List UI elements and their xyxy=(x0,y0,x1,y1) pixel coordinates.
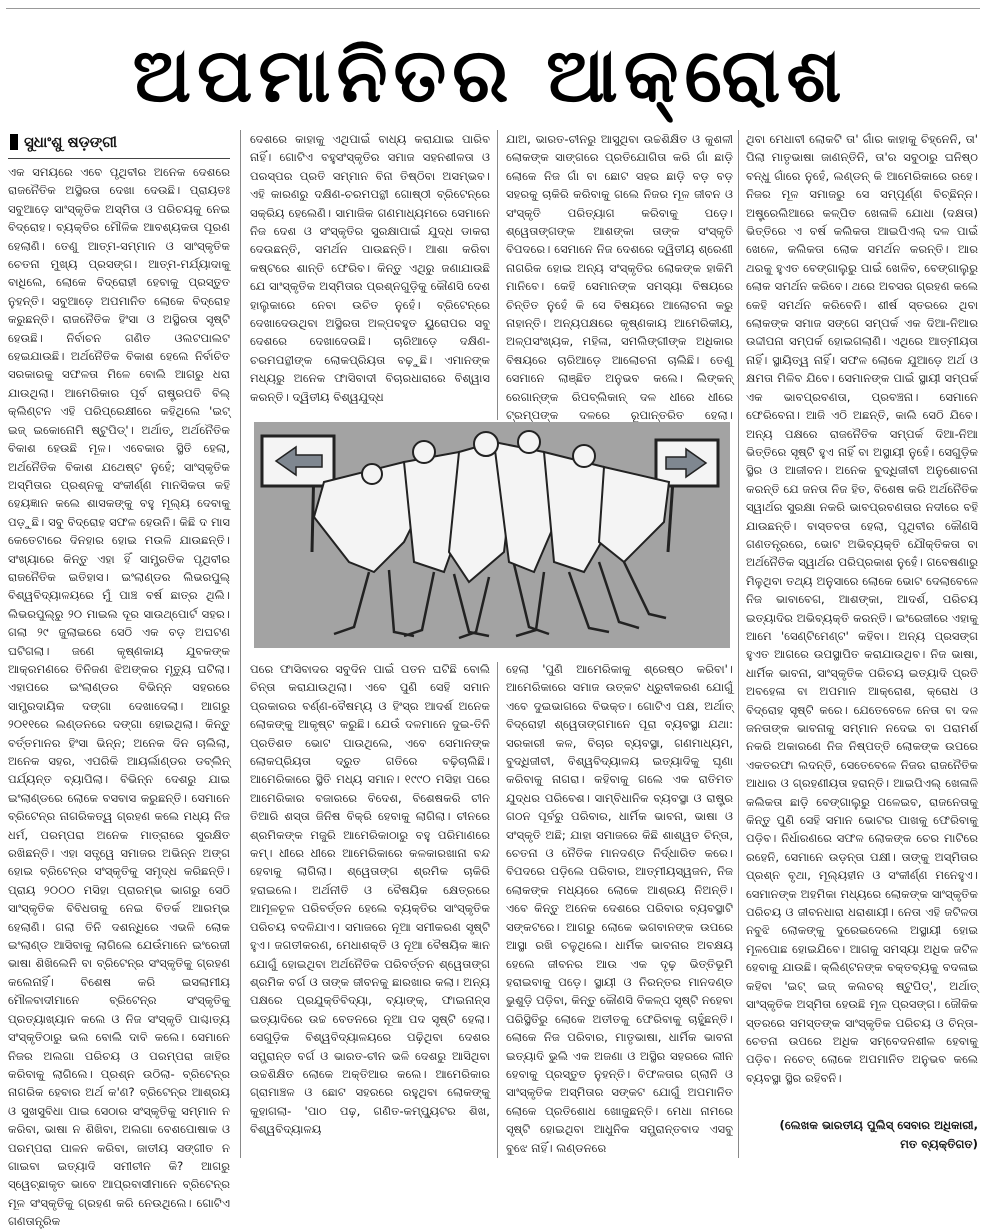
column-text: ଏକ ସମୟରେ ଏବେ ପୃଥିବୀର ଅନେକ ଦେଶରେ ରାଜନୈତିକ ଅସ୍ଥିରତା ଦେଖା ଦେଉଛି। ପ୍ରାୟତଃ ସବୁଆଡ଼େ ସାଂସ୍କୃତିକ ଅସ୍ମିତା ଓ ପରିଚୟକୁ ନେଇ ବିଦ୍ରୋହ। ବ୍ୟକ୍ତିର ମୌଳିକ ଆବଶ୍ୟକତା ପୂରଣ ହେଲାଣି। ତେଣୁ ଆତ୍ମ-ସମ୍ମାନ ଓ ସାଂସ୍କୃତିକ ଚେତନା ମୁଖ୍ୟ ପ୍ରସଙ୍ଗ। ଆତ୍ମ-ମର୍ଯ୍ୟାଦାକୁ ବାଧିଲେ, ଲୋକେ ବିଦ୍ରୋହୀ ହେବାକୁ ପ୍ରସ୍ତୁତ ନୁହନ୍ତି। ସବୁଆଡ଼େ ଅପମାନିତ ଲୋକେ ବିଦ୍ରୋହ କରୁଛନ୍ତି। ରାଜନୈତିକ ହିଂସା ଓ ଅସ୍ଥିରତା ସୃଷ୍ଟି ହେଉଛି। ନିର୍ବାଚନ ଗଣିତ ଓଲଟପାଲଟ ହେଇଯାଉଛି। ଅର୍ଥନୈତିକ ବିକାଶ ହେଲେ ନିର୍ବାଚିତ ସରକାରକୁ ସଫଳତା ମିଳେ ବୋଲି ଆଗରୁ ଧରା ଯାଉଥିଲା। ଆମେରିକାର ପୂର୍ବ ରାଷ୍ଟ୍ରପତି ବିଲ୍ କ୍ଲିଣ୍ଟନ ଏହି ପରିପ୍ରେକ୍ଷୀରେ କହିଥିଲେ 'ଇଟ୍ ଇଜ୍ ଇକୋନୋମି ଷ୍ଟୁପିଡ୍'। ଅର୍ଥାତ୍, ଅର୍ଥନୈତିକ ବିକାଶ ହେଉଛି ମୂଳ। ଏବେକାର ସ୍ଥିତି ହେଲା, ଅର୍ଥନୈତିକ ବିକାଶ ଯଥେଷ୍ଟ ନୁହେଁ; ସାଂସ୍କୃତିକ ଅସ୍ମିତାର ପ୍ରଶ୍ନକୁ ସଂକୀର୍ଣ୍ଣ ମାନସିକତା କହି ହେୟଜ୍ଞାନ କଲେ ଶାସକଙ୍କୁ ବହୁ ମୂଲ୍ୟ ଦେବାକୁ ପଡ଼ୁଛି। ସବୁ ବିଦ୍ରୋହ ସଫଳ ହେଉନି। କିଛି ଦ ମାସ କେତେଟାରେ ଦିନହାର ହୋଇ ମଉଳି ଯାଉଛନ୍ତି। ସଂଖ୍ୟାରେ କିନ୍ତୁ ଏହା ହିଁ ସାମ୍ପ୍ରତିକ ପୃଥିବୀର ରାଜନୈତିକ ଇତିହାସ। ଇଂଲାଣ୍ଡର ଲିଭରପୁଲ୍ ବିଶ୍ୱବିଦ୍ୟାଳୟରେ ମୁଁ ପାଞ୍ଚ ବର୍ଷ ଛାତ୍ର ଥିଲି। ଲିଭରପୁଲ୍‌ରୁ ୨୦ ମାଇଲ ଦୂର ସାଉଥ୍‌ପୋର୍ଟ ସହର। ଗଲା ୨୯ ଜୁଲାଇରେ ସେଠି ଏକ ବଡ଼ ଅଘଟଣ ଘଟିଗଲା। ଜଣେ କୃଷ୍ଣକାୟ ଯୁବକଙ୍କ ଆକ୍ରମଣରେ ତିନିଜଣ ଝିଅଙ୍କର ମୃତ୍ୟୁ ଘଟିଲା। ଏହାପରେ ଇଂଲାଣ୍ଡର ବିଭିନ୍ନ ସହରରେ ସାମ୍ପ୍ରଦାୟିକ ଦଙ୍ଗା ଦେଖାଦେଲା। ଆଗରୁ ୨୦୧୧ରେ ଲଣ୍ଡନରେ ଦଙ୍ଗା ହୋଇଥିଲା। କିନ୍ତୁ ବର୍ତ୍ତମାନର ହିଂସା ଭିନ୍ନ; ଅନେକ ଦିନ ଚାଲିଲା, ଅନେକ ସହର, ଏପରିକି ଆୟର୍ଲାଣ୍ଡର ଡବ୍ଲିନ୍ ପର୍ଯ୍ୟନ୍ତ ବ୍ୟାପିଲା। ବିଭିନ୍ନ ଦେଶରୁ ଯାଇ ଇଂଲାଣ୍ଡରେ ଲୋକେ ବସବାସ କରୁଛନ୍ତି। ସେମାନେ ବ୍ରିଟେନ୍‌ର ନାଗରିକତ୍ୱ ଗ୍ରହଣ କଲେ ମଧ୍ୟ ନିଜ ଧର୍ମ, ପରମ୍ପରା ଅନେକ ମାତ୍ରାରେ ସୁରକ୍ଷିତ ରଖିଛନ୍ତି। ଏହା ସତ୍ତ୍ୱେ ସମାଜର ଅଭିନ୍ନ ଅଙ୍ଗ ହୋଇ ବ୍ରିଟେନ୍‌ର ସଂସ୍କୃତିକୁ ସମୃଦ୍ଧ କରିଛନ୍ତି। ପ୍ରାୟ ୨୦୦୦ ମସିହା ପ୍ରାରମ୍ଭ ଭାଗରୁ ସେଠି ସାଂସ୍କୃତିକ ବିବିଧତାକୁ ନେଇ ବିତର୍କ ଆରମ୍ଭ ହେଲାଣି। ଗଲା ତିନି ଦଶନ୍ଧିରେ ଏଭଳି ଲୋକ ଇଂଲାଣ୍ଡ ଆସିବାକୁ ଲାଗିଲେ ଯେଉଁମାନେ ଇଂରେଜୀ ଭାଷା ଶିଖିଲେନି ବା ବ୍ରିଟେନ୍‌ର ସଂସ୍କୃତିକୁ ଗ୍ରହଣ କଲେନାହିଁ। ବିଶେଷ କରି ଇସଲାମୀୟ ମୌଳବାଦୀମାନେ ବ୍ରିଟେନ୍‌ର ସଂସ୍କୃତିକୁ ପ୍ରତ୍ୟାଖ୍ୟାନ କଲେ ଓ ନିଜ ସଂସ୍କୃତି ପାଶ୍ଚାତ୍ୟ ସଂସ୍କୃତିଠାରୁ ଭଲ ବୋଲି ଦାବି କଲେ। ସେମାନେ ନିଜର ଅଲଗା ପରିଚୟ ଓ ପରମ୍ପରା ଜାହିର କରିବାକୁ ଲାଗିଲେ। ପ୍ରଶ୍ନ ଉଠିଲା- ବ୍ରିଟେନ୍‌ର ନାଗରିକ ହେବାର ଅର୍ଥ କ'ଣ? ବ୍ରିଟେନ୍‌ର ଆଶ୍ରୟ ଓ ସୁଖସୁବିଧା ପାଇ ସେଠାର ସଂସ୍କୃତିକୁ ସମ୍ମାନ ନ କରିବା, ଭାଷା ନ ଶିଖିବା, ଅଲଗା ବେଶପୋଷାକ ଓ ପରମ୍ପରା ପାଳନ କରିବା, ଜାତୀୟ ସଙ୍ଗୀତ ନ ଗାଇବା ଇତ୍ୟାଦି ସମୀଚୀନ କି? ଆଗରୁ ସ୍ୱେଚ୍ଛାକୃତ ଭାବେ ଆପ୍ରବାସୀମାନେ ବ୍ରିଟେନ୍‌ର ମୂଳ ସଂସ୍କୃତିକୁ ଗ୍ରହଣ କରି ନେଉଥିଲେ। ଗୋଟିଏ ଗଣତାନ୍ତ୍ରିକ xyxy=(8,165,230,1229)
author-name: ସୁଧାଂଶୁ ଷଡ଼ଙ୍ଗୀ xyxy=(24,133,117,151)
column-text: ଯାଅ, ଭାରତ-ଚୀନରୁ ଆସୁଥିବା ଉଚ୍ଚଶିକ୍ଷିତ ଓ କୁଶଳୀ ଲୋକଙ୍କ ସାଙ୍ଗରେ ପ୍ରତିଯୋଗିତା କରି ଗାଁ ଛାଡ଼ି ଲୋକେ ନିଜ ଗାଁ ବା ଛୋଟ ସହର ଛାଡ଼ି ବଡ଼ ବଡ଼ ସହରକୁ ଚାକିରି କରିବାକୁ ଗଲେ ନିଜର ମୂଳ ଜୀବନ ଓ ସଂସ୍କୃତି ପରିତ୍ୟାଗ କରିବାକୁ ପଡ଼େ। ଶ୍ୱେତାଙ୍ଗଙ୍କ ଆଶଙ୍କା ତାଙ୍କ ସଂସ୍କୃତି ବିପଦରେ। ସେମାନେ ନିଜ ଦେଶରେ ଦ୍ୱିତୀୟ ଶ୍ରେଣୀ ନାଗରିକ ହୋଇ ଅନ୍ୟ ସଂସ୍କୃତିର ଲୋକଙ୍କ ହାକିମି ମାନିବେ। କେହି ସେମାନଙ୍କ ସମସ୍ୟା ବିଷୟରେ ଚିନ୍ତିତ ନୁହେଁ କି ସେ ବିଷୟରେ ଆଲୋଚନା କରୁ ନାହାନ୍ତି। ଅନ୍ୟପକ୍ଷରେ କୃଷ୍ଣକାୟ ଆମେରିକୀୟ, ଅଳ୍ପସଂଖ୍ୟକ, ମହିଳା, ସମଲିଙ୍ଗୀଙ୍କ ଅଧିକାର ବିଷୟରେ ଚାରିଆଡ଼େ ଆଲୋଚନା ଚାଲିଛି। ତେଣୁ ସେମାନେ ଲାଞ୍ଛିତ ଅନୁଭବ କଲେ। ଲିଙ୍କନ୍ ରେଗାନ୍‌ଙ୍କ ରିପବ୍ଲିକାନ୍ ଦଳ ଧୀରେ ଧୀରେ ଟ୍ରମ୍ପଙ୍କ ଦଳରେ ରୂପାନ୍ତରିତ ହେଲା। xyxy=(506,132,733,423)
crowd-with-arrow-signs-icon xyxy=(254,422,730,648)
credit-line: (ଲେଖକ ଭାରତୀୟ ପୁଲିସ୍ ସେବାର ଅଧିକାରୀ, xyxy=(779,1118,978,1132)
column-divider xyxy=(497,130,498,420)
column-text: ପରେ ଫାସିବାଦର ସବୁଦିନ ପାଇଁ ପତନ ଘଟିଛି ବୋଲି ଚିନ୍ତା କରାଯାଉଥିଲା। ଏବେ ପୁଣି ସେହି ସମାନ ପ୍ରକାରର ବର୍ଣ୍ଣ-ବୈଷମ୍ୟ ଓ ହିଂସ୍ର ଆଦର୍ଶ ଅନେକ ଲୋକଙ୍କୁ ଆକୃଷ୍ଟ କରୁଛି। ଯେଉଁ ଦଳମାନେ ଦୁଇ-ତିନି ପ୍ରତିଶତ ଭୋଟ ପାଉଥିଲେ, ଏବେ ସେମାନଙ୍କ ଲୋକପ୍ରିୟତା ଦ୍ରୁତ ଗତିରେ ବଢ଼ିଚାଲିଛି। ଆମେରିକାରେ ସ୍ଥିତି ମଧ୍ୟ ସମାନ। ୧୯୯୦ ମସିହା ପରେ ଆମେରିକାର ବଜାରରେ ବିଦେଶ, ବିଶେଷକରି ଚୀନ ତିଆରି ଶସ୍ତା ଜିନିଷ ବିକ୍ରି ହେବାକୁ ଲାଗିଲା। ଚୀନରେ ଶ୍ରମିକଙ୍କ ମଜୁରି ଆମେରିକାଠାରୁ ବହୁ ପରିମାଣରେ କମ୍। ଧୀରେ ଧୀରେ ଆମେରିକାରେ କଳକାରଖାନା ବନ୍ଦ ହେବାକୁ ଲାଗିଲା। ଶ୍ୱେତାଙ୍ଗ ଶ୍ରମିକ ଚାକିରି ହରାଇଲେ। ଅର୍ଥନୀତି ଓ ବୈଷୟିକ କ୍ଷେତ୍ରରେ ଆମୂଳଚୂଳ ପରିବର୍ତ୍ତନ ହେଲେ ବ୍ୟକ୍ତିର ସାଂସ୍କୃତିକ ପରିଚୟ ବଦଳିଯାଏ। ସମାଜରେ ନୂଆ ସମୀକରଣ ସୃଷ୍ଟି ହୁଏ। ଜଗତୀକରଣ, ମେଧାଶକ୍ତି ଓ ନୂଆ ବୈଷୟିକ ଜ୍ଞାନ ଯୋଗୁଁ ହୋଇଥିବା ଅର୍ଥନୈତିକ ପରିବର୍ତ୍ତନ ଶ୍ୱେତାଙ୍ଗ ଶ୍ରମିକ ବର୍ଗ ଓ ତାଙ୍କ ଜୀବନକୁ ଛାରଖାର କଲା। ଅନ୍ୟ ପକ୍ଷରେ ପ୍ରଯୁକ୍ତିବିଦ୍ୟା, ବ୍ୟାଙ୍କ୍, ଫାଇନାନ୍ସ ଇତ୍ୟାଦିରେ ଉଚ୍ଚ ବେତନରେ ନୂଆ ପଦ ସୃଷ୍ଟି ହେଲା। ସେଗୁଡ଼ିକ ବିଶ୍ୱବିଦ୍ୟାଳୟରେ ପଢ଼ିଥିବା ଦେଶର ସମ୍ଭ୍ରାନ୍ତ ବର୍ଗ ଓ ଭାରତ-ଚୀନ ଭଳି ଦେଶରୁ ଆସିଥିବା ଉଚ୍ଚଶିକ୍ଷିତ ଲୋକେ ଅକ୍ତିଆର କଲେ। ଆମେରିକାର ଗ୍ରାମାଞ୍ଚଳ ଓ ଛୋଟ ସହରରେ ରହୁଥିବା ଲୋକଙ୍କୁ କୁହାଗଲା- 'ପାଠ ପଢ଼, ଗଣିତ-କମ୍ପ୍ୟୁଟର ଶିଖ, ବିଶ୍ୱବିଦ୍ୟାଳୟ xyxy=(250,662,490,1137)
byline-bar xyxy=(10,134,18,150)
top-rule xyxy=(6,8,980,9)
article-column-1 xyxy=(8,130,230,1229)
article-column-2-bottom xyxy=(250,660,490,1156)
byline-rule xyxy=(8,158,230,159)
column-divider xyxy=(738,130,739,1158)
credit-line: ମତ ବ୍ୟକ୍ତିଗତ) xyxy=(900,1137,978,1151)
byline xyxy=(8,130,230,154)
article-column-4 xyxy=(746,130,978,1110)
column-divider xyxy=(497,662,498,1158)
article-column-3-bottom xyxy=(506,660,733,1156)
column-divider xyxy=(240,130,241,1158)
headline: ଅପମାନିତର ଆକ୍ରୋଶ xyxy=(132,33,848,119)
article-column-3-top xyxy=(506,130,733,423)
column-text: ଦେଶରେ କାହାକୁ ଏଥିପାଇଁ ବାଧ୍ୟ କରାଯାଇ ପାରିବ ନାହିଁ। ଗୋଟିଏ ବହୁସଂସ୍କୃତିର ସମାଜ ସହନଶୀଳତା ଓ ପରସ୍ପର ପ୍ରତି ସମ୍ମାନ ବିନା ତିଷ୍ଠିବା ଅସମ୍ଭବ। ଏହି କାରଣରୁ ଦକ୍ଷିଣ-ଚରମପନ୍ଥୀ ଗୋଷ୍ଠୀ ବ୍ରିଟେନ୍‌ରେ ସକ୍ରିୟ ହେଲେଣି। ସାମାଜିକ ଗଣମାଧ୍ୟମରେ ସେମାନେ ନିଜ ଦେଶ ଓ ସଂସ୍କୃତିର ସୁରକ୍ଷାପାଇଁ ଯୁଦ୍ଧ ଡାକରା ଦେଉଛନ୍ତି, ସମର୍ଥନ ପାଉଛନ୍ତି। ଆଶା କରିବା କଷ୍ଟରେ ଶାନ୍ତି ଫେରିବ। କିନ୍ତୁ ଏଥିରୁ ଜଣାଯାଉଛି ଯେ ସାଂସ୍କୃତିକ ଅସ୍ମିତାର ପ୍ରଶ୍ନଗୁଡ଼ିକୁ କୌଣସି ଦେଶ ହାଲୁକାରେ ନେବା ଉଚିତ ନୁହେଁ। ବ୍ରିଟେନ୍‌ରେ ଦେଖାଦେଉଥିବା ଅସ୍ଥିରତା ଅଳ୍ପବହୁତ ୟୁରୋପର ସବୁ ଦେଶରେ ଦେଖାଦେଉଛି। ଚାରିଆଡ଼େ ଦକ୍ଷିଣ-ଚରମପନ୍ଥୀଙ୍କ ଲୋକପ୍ରିୟତା ବଢ଼ୁଛି। ଏମାନଙ୍କ ମଧ୍ୟରୁ ଅନେକ ଫାସିବାଦୀ ବିଚାରଧାରାରେ ବିଶ୍ୱାସ କରନ୍ତି। ଦ୍ୱିତୀୟ ବିଶ୍ୱଯୁଦ୍ଧ xyxy=(250,132,490,404)
author-credit xyxy=(746,1116,978,1154)
column-text: ଥିବା ମେଧାବୀ ଲୋକଟି ତା' ଗାଁର କାହାକୁ ଚିହ୍ନେନି, ତା' ପିଲା ମାତୃଭାଷା ଜାଣନ୍ତିନି, ତା'ର ସବୁଠାରୁ ଘନିଷ୍ଠ ବନ୍ଧୁ ଗାଁରେ ନୁହେଁ, ଲଣ୍ଡନ୍ କି ଆମେରିକାରେ ରହେ। ନିଜର ମୂଳ ସମାଜରୁ ସେ ସମ୍ପୂର୍ଣ୍ଣ ବିଚ୍ଛିନ୍ନ। ଅଷ୍ଟ୍ରେଲିଆରେ କଳ୍ପିତ ଖେଳାଳି ଯୋଧା (ଦକ୍ଷତା) ଭିତ୍ତିରେ ଏ ବର୍ଷ କଲିକତା ଆଇପିଏଲ୍ ଦଳ ପାଇଁ ଖେଳେ, କଲିକତା ଲୋକ ସମର୍ଥନ କରନ୍ତି। ଆର ଥରକୁ ହୁଏତ ବେଙ୍ଗାଲୁରୁ ପାଇଁ ଖେଳିବ, ବେଙ୍ଗାଲୁରୁ ଲୋକ ସମର୍ଥନ କରିବେ। ଥରେ ଅବସର ଗ୍ରହଣ କଲେ କେହି ସମର୍ଥନ କରିବେନି। ଶୀର୍ଷ ସ୍ତରରେ ଥିବା ଲୋକଙ୍କ ସମାଜ ସଙ୍ଗେ ସମ୍ପର୍କ ଏକ ଦିଆ-ନିଆର ଉଦ୍ଦୀପନା ସମ୍ପର୍କ ହୋଇଗଲାଣି। ଏଥିରେ ଆତ୍ମୀୟତା ନାହିଁ। ସ୍ଥାୟିତ୍ୱ ନାହିଁ। ସଫଳ ଲୋକେ ଯୁଆଡ଼େ ଅର୍ଥ ଓ କ୍ଷମତା ମିଳିବ ଯିବେ। ସେମାନଙ୍କ ପାଇଁ ସ୍ଥାୟୀ ସମ୍ପର୍କ ଏକ ଭାବପ୍ରବଣତା, ପ୍ରବଞ୍ଚନା। ସେମାନେ ଫେରିବେନା। ଆଜି ଏଠି ଅଛନ୍ତି, କାଲି ସେଠି ଯିବେ। ଅନ୍ୟ ପକ୍ଷରେ ରାଜନୈତିକ ସମ୍ପର୍କ ଦିଆ-ନିଆ ଭିତ୍ତିରେ ସୃଷ୍ଟି ହୁଏ ନାହିଁ ବା ଅସ୍ଥାୟୀ ନୁହେଁ। ସେଗୁଡ଼ିକ ସ୍ଥିର ଓ ଆଜୀବନ। ଅନେକ ବୁଦ୍ଧିଜୀବୀ ଅନୁଶୋଚନା କରନ୍ତି ଯେ ଜନତା ନିଜ ହିତ, ବିଶେଷ କରି ଅର୍ଥନୈତିକ ସ୍ୱାର୍ଥର ସୁରକ୍ଷା ନକରି ଭାବପ୍ରବଣତାର ନଦୀରେ ବହି ଯାଉଛନ୍ତି। ବାସ୍ତବତା ହେଲା, ପୃଥିବୀର କୌଣସି ଗଣତନ୍ତ୍ରରେ, ଭୋଟ ଅଭିବ୍ୟକ୍ତି ଯୌକ୍ତିକତା ବା ଅର୍ଥନୈତିକ ସ୍ୱାର୍ଥର ପରିପ୍ରକାଶ ନୁହେଁ। ଗବେଷଣାରୁ ମିଳୁଥିବା ତଥ୍ୟ ଅନୁସାରେ ଲୋକେ ଭୋଟ ଦେଲାବେଳେ ନିଜ ଭାବାବେଗ, ଆଶଙ୍କା, ଆଦର୍ଶ, ପରିଚୟ ଇତ୍ୟାଦିର ଅଭିବ୍ୟକ୍ତି କରନ୍ତି। ଇଂରେଜୀରେ ଏହାକୁ ଆମେ 'ସେଣ୍ଟିମେଣ୍ଟ' କହିବା। ଅନ୍ୟ ପ୍ରସଙ୍ଗ ହୁଏତ ଆଗରେ ଉପସ୍ଥାପିତ କରାଯାଉଥିବ। ନିଜ ଭାଷା, ଧାର୍ମିକ ଭାବନା, ସାଂସ୍କୃତିକ ପରିଚୟ ଇତ୍ୟାଦି ପ୍ରତି ଅବହେଳା ବା ଅପମାନ ଆକ୍ରୋଶ, କ୍ରୋଧ ଓ ବିଦ୍ରୋହ ସୃଷ୍ଟି କରେ। ଯେତେବେଳେ ନେତା ବା ଦଳ ଜନତାଙ୍କ ଭାବନାକୁ ସମ୍ମାନ ନଦେଇ ବା ପରାମର୍ଶ ନକରି ଅକାରଣେ ନିଜ ନିଷ୍ପତ୍ତି ଲୋକଙ୍କ ଉପରେ ଏକତରଫା ଲଦନ୍ତି, ସେତେବେଳେ ନିଜର ରାଜନୈତିକ ଆଧାର ଓ ଗ୍ରହଣୀୟତା ହରାନ୍ତି। ଆଇପିଏଲ୍ ଖେଳାଳି କଲିକତା ଛାଡ଼ି ବେଙ୍ଗାଲୁରୁ ପଳେଇବ, ରାଜନେତାକୁ କିନ୍ତୁ ପୁଣି ସେହି ସମାନ ଭୋଟର ପାଖକୁ ଫେରିବାକୁ ପଡ଼ିବ। ନିର୍ଧାରଣରେ ସଫଳ ଲୋକଙ୍କ ଚେର ମାଟିରେ ରହେନି, ସେମାନେ ଉଡ଼ନ୍ତା ପକ୍ଷୀ। ତାଙ୍କୁ ଅସ୍ମିତାର ପ୍ରଶ୍ନ ବୃଥା, ମୂଲ୍ୟହୀନ ଓ ସଂକୀର୍ଣ୍ଣ ମନେହୁଏ। ସେମାନଙ୍କ ଅହମିକା ମଧ୍ୟରେ ଲୋକଙ୍କ ସାଂସ୍କୃତିକ ପରିଚୟ ଓ ଜୀବନଧାରା ଧରାଶାୟୀ। ନେତା ଏହି ଜଟିଳତା ନବୁଝି ଲୋକଙ୍କୁ ଦୁରେଇଦେଲେ ଅସ୍ଥାୟୀ ହୋଇ ମୂଳପୋଛ ହୋଇଯିବେ। ଆଗକୁ ସମସ୍ୟା ଅଧିକ ଜଟିଳ ହେବାକୁ ଯାଉଛି। କ୍ଲିଣ୍ଟନଙ୍କ ବକ୍ତବ୍ୟକୁ ବଦଳାଇ କହିବା 'ଇଟ୍ ଇଜ୍ କଲଚର୍ ଷ୍ଟୁପିଡ୍', ଅର୍ଥାତ୍ ସାଂସ୍କୃତିକ ଅସ୍ମିତା ହେଉଛି ମୂଳ ପ୍ରସଙ୍ଗ। ଜୌକିକ ସ୍ତରରେ ସମସ୍ତଙ୍କ ସାଂସ୍କୃତିକ ପରିଚୟ ଓ ଚିନ୍ତା-ଚେତନା ଉପରେ ଅଧିକ ସମ୍ବେଦନଶୀଳ ହେବାକୁ ପଡ଼ିବ। ନଚେତ୍ ଲୋକେ ଅପମାନିତ ଅନୁଭବ କଲେ ବ୍ୟବସ୍ଥା ସ୍ଥିର ରହିବନି। xyxy=(746,132,978,1085)
column-text: ହେଲା 'ପୁଣି ଆମେରିକାକୁ ଶ୍ରେଷ୍ଠ କରିବା'। ଆମେରିକାରେ ସମାଜ ଉତ୍କଟ ଧ୍ରୁବୀକରଣ ଯୋଗୁଁ ଏବେ ଦୁଇଭାଗରେ ବିଭକ୍ତ। ଗୋଟିଏ ପକ୍ଷ, ଅର୍ଥାତ୍ ବିଦ୍ରୋହୀ ଶ୍ୱେତାଙ୍ଗମାନେ ପୂରା ବ୍ୟବସ୍ଥା ଯଥା: ସରକାରୀ କଳ, ବିଚାର ବ୍ୟବସ୍ଥା, ଗଣମାଧ୍ୟମ, ବୁଦ୍ଧିଜୀବୀ, ବିଶ୍ୱବିଦ୍ୟାଳୟ ଇତ୍ୟାଦିକୁ ଘୃଣା କରିବାକୁ ନାଗରା। କହିବାକୁ ଗଲେ ଏକ ରାତିମତ ଯୁଦ୍ଧର ପରିବେଶ। ସାମ୍ବିଧାନିକ ବ୍ୟବସ୍ଥା ଓ ରାଷ୍ଟ୍ର ଗଠନ ପୂର୍ବରୁ ପରିବାର, ଧାର୍ମିକ ଭାବନା, ଭାଷା ଓ ସଂସ୍କୃତି ଅଛି; ଯାହା ସମାଜରେ କିଛି ଶାଶ୍ୱତ ଚିନ୍ତା, ଚେତନା ଓ ନୈତିକ ମାନଦଣ୍ଡ ନିର୍ଦ୍ଧାରିତ କରେ। ବିପଦରେ ପଡ଼ିଲେ ପରିବାର, ଆତ୍ମୀୟସ୍ୱଜନ, ନିଜ ଲୋକଙ୍କ ମଧ୍ୟରେ ଲୋକେ ଆଶ୍ରୟ ନିଅନ୍ତି। ଏବେ କିନ୍ତୁ ଅନେକ ଦେଶରେ ପରିବାର ବ୍ୟବସ୍ଥାଟି ସଙ୍କଟରେ। ଆଗରୁ ଲୋକେ ଭଗବାନଙ୍କ ଉପରେ ଆସ୍ଥା ରଖି ଚଳୁଥିଲେ। ଧାର୍ମିକ ଭାବନାର ଅବକ୍ଷୟ ହେଲେ ଜୀବନର ଆଉ ଏକ ଦୃଢ଼ ଭିତ୍ତିଭୂମି ହରାଇବାକୁ ପଡ଼େ। ସ୍ଥାୟୀ ଓ ନିରନ୍ତର ମାନଦଣ୍ଡ ଭୁଶୁଡ଼ି ପଡ଼ିବା, କିନ୍ତୁ କୌଣସି ବିକଳ୍ପ ସୃଷ୍ଟି ନହେବା ପରିସ୍ଥିତିରୁ ଲୋକେ ଅତୀତକୁ ଫେରିବାକୁ ଚାହୁଁଛନ୍ତି। ଲୋକେ ନିଜ ପରିବାର, ମାତୃଭାଷା, ଧାର୍ମିକ ଭାବନା ଇତ୍ୟାଦି ଭୁଲି ଏକ ଅଜଣା ଓ ଅସ୍ଥିର ସହରରେ ଲୀନ ହେବାକୁ ପ୍ରସ୍ତୁତ ନୁହନ୍ତି। ବିଫଳତାର ଗ୍ଲାନି ଓ ସାଂସ୍କୃତିକ ଅସ୍ମିତାର ସଙ୍କଟ ଯୋଗୁଁ ଅପମାନିତ ଲୋକେ ପ୍ରତିଶୋଧ ଖୋଜୁଛନ୍ତି। ମେଧା ନାମରେ ସୃଷ୍ଟି ହୋଇଥିବା ଆଧୁନିକ ସମ୍ଭ୍ରାନ୍ତବାଦ ଏସବୁ ବୁଝେ ନାହିଁ। ଲଣ୍ଡନରେ xyxy=(506,662,733,1155)
illustration xyxy=(254,422,730,648)
article-column-2-top xyxy=(250,130,490,418)
